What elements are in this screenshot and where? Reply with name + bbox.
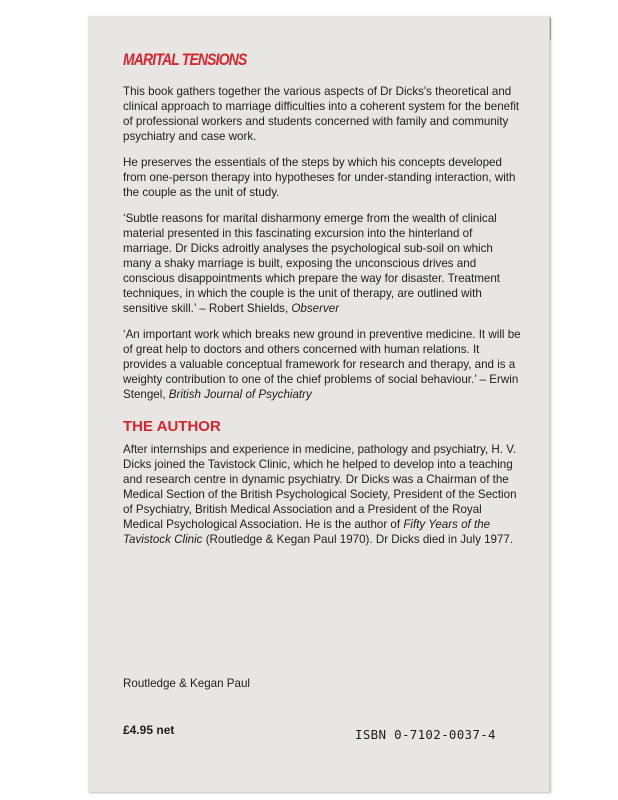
isbn-number: ISBN 0-7102-0037-4 [355, 727, 496, 742]
review-quote-text: ‘An important work which breaks new ground in preventive medicine. It will be of great help to doctors and others concerned with human relations. It provides a valuable conceptual framework for research and therapy, and is a weighty contribution to one of the chief problems of social behaviour.’ – Erwin Stengel, [123, 328, 521, 401]
publisher-name: Routledge & Kegan Paul [123, 677, 250, 690]
author-bio-end: (Routledge & Kegan Paul 1970). Dr Dicks died in July 1977. [202, 533, 514, 546]
review-source: British Journal of Psychiatry [168, 388, 312, 401]
series-title: MARITAL TENSIONS [123, 50, 247, 69]
review-quote-shields [123, 211, 523, 316]
author-heading: THE AUTHOR [123, 418, 221, 435]
author-bio [123, 442, 523, 547]
price-label: £4.95 net [123, 723, 175, 737]
author-bio-text: After internships and experience in medicine, pathology and psychiatry, H. V. Dicks joined the Tavistock Clinic, which he helped to develop into a teaching and research centre in dynamic psychiatry. Dr Dicks was a Chairman of the Medical Section of the British Psychological Society, President of the Section of Psychiatry, British Medical Association and a President of the Royal Medical Psychological Association. He is the author of [123, 443, 517, 531]
author-book-title: Fifty Years of the Tavistock Clinic [123, 518, 491, 546]
blurb-content [123, 50, 523, 558]
review-quote-text: ‘Subtle reasons for marital disharmony emerge from the wealth of clinical material presented in this fascinating excursion into the hinterland of marriage. Dr Dicks adroitly analyses the psychological sub-soil on which many a shaky marriage is built, exposing the unconscious drives and conscious disappointments which prepare the way for disaster. Treatment techniques, in which the couple is the unit of therapy, are outlined with sensitive skill.’ – Robert Shields, [123, 212, 500, 315]
blurb-paragraph-2: He preserves the essentials of the steps by which his concepts developed from one-person therapy into hypotheses for under-standing interaction, with the couple as the unit of study. [123, 156, 516, 199]
review-quote-stengel [123, 327, 523, 402]
blurb-paragraph-1: This book gathers together the various aspects of Dr Dicks's theoretical and clinical approach to marriage difficulties into a coherent system for the benefit of professional workers and students concerned with family and community psychiatry and case work. [123, 85, 520, 143]
review-source: Observer [291, 302, 340, 315]
